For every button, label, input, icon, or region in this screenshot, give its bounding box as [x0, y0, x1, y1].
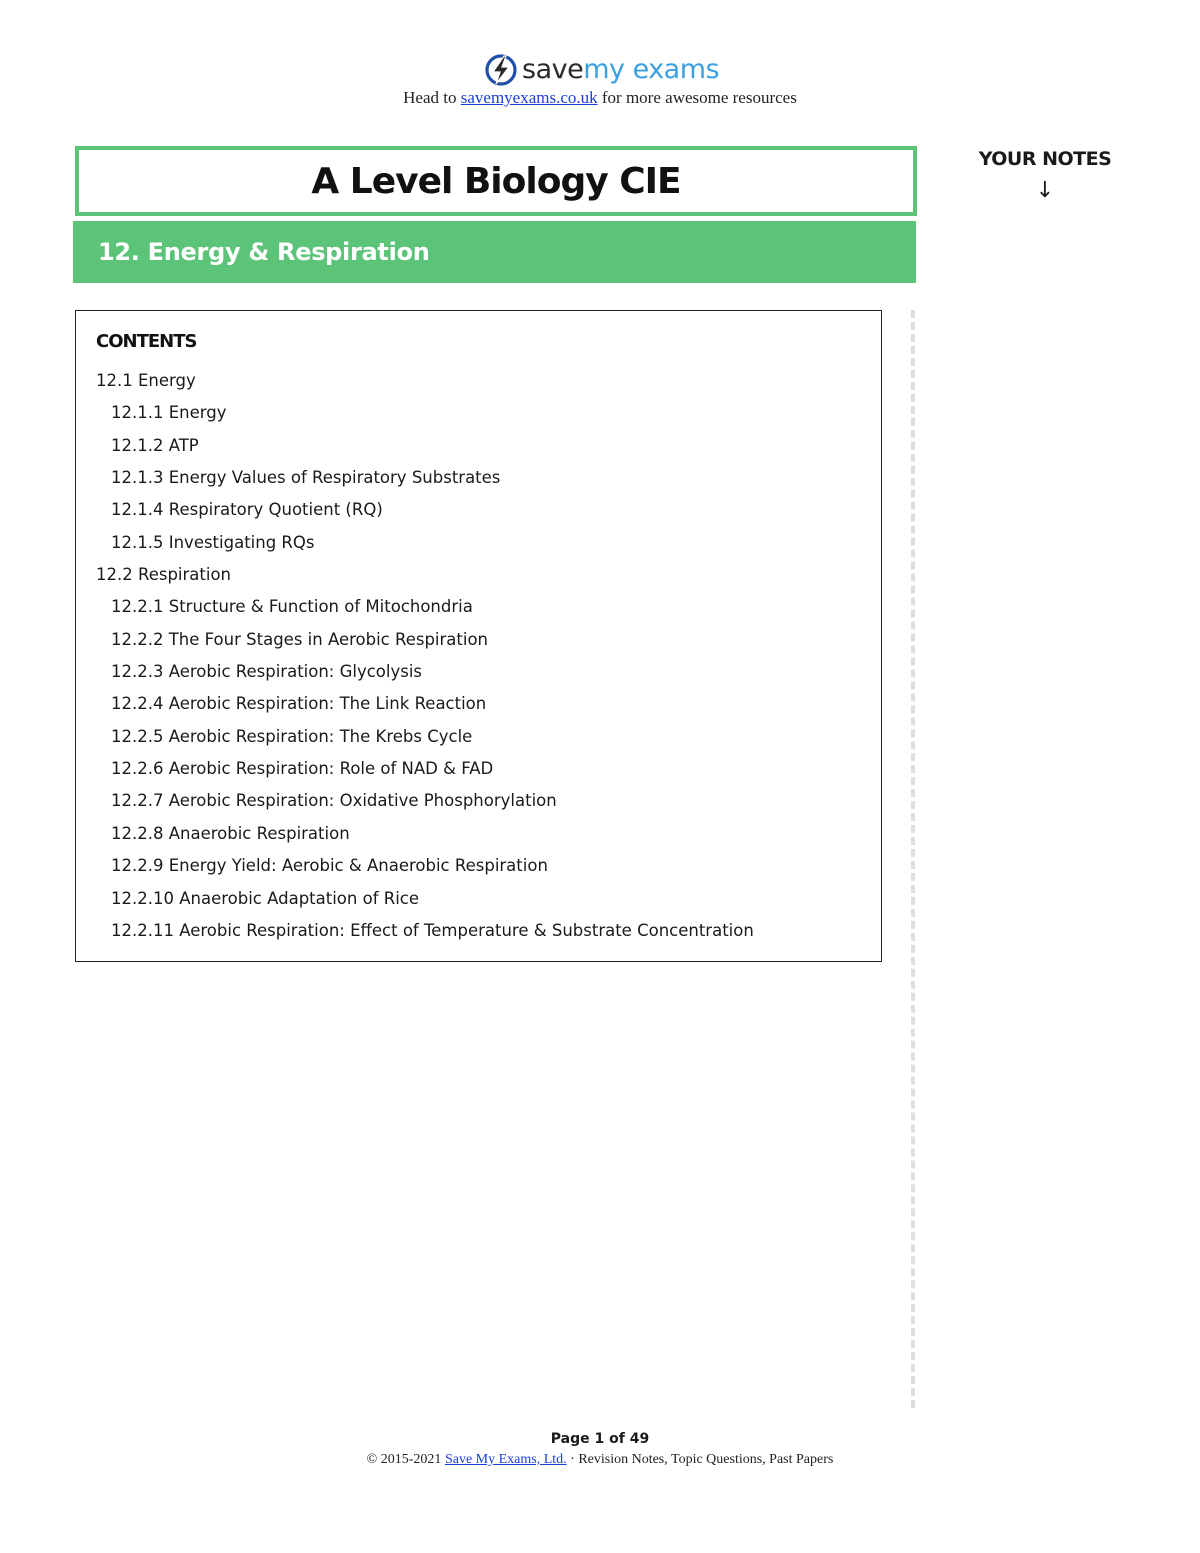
copyright-suffix: · Revision Notes, Topic Questions, Past Papers	[566, 1452, 834, 1467]
toc-subsection-link[interactable]: 12.1.5 Investigating RQs	[111, 532, 315, 552]
toc-subsection-link[interactable]: 12.1.1 Energy	[111, 403, 227, 423]
contents-box	[75, 310, 882, 962]
toc-subsection-link[interactable]: 12.2.6 Aerobic Respiration: Role of NAD & FAD	[111, 759, 494, 779]
contents-heading: CONTENTS	[96, 331, 197, 352]
header-tagline	[0, 88, 1200, 108]
document-title: A Level Biology CIE	[311, 160, 681, 202]
logo-word-save: save	[522, 54, 584, 85]
toc-subsection-link[interactable]: 12.2.3 Aerobic Respiration: Glycolysis	[111, 662, 423, 682]
toc-section-link[interactable]: 12.1 Energy	[96, 371, 196, 390]
toc-subsection-link[interactable]: 12.1.2 ATP	[111, 435, 199, 455]
notes-divider	[911, 310, 915, 1408]
toc-subsection-link[interactable]: 12.2.11 Aerobic Respiration: Effect of Temperature & Substrate Concentration	[111, 920, 754, 940]
toc-subsection-link[interactable]: 12.2.4 Aerobic Respiration: The Link Reaction	[111, 694, 487, 714]
tagline-suffix: for more awesome resources	[597, 88, 797, 107]
your-notes-label: YOUR NOTES	[978, 148, 1112, 170]
toc-subsection-link[interactable]: 12.2.1 Structure & Function of Mitochondria	[111, 597, 473, 617]
copyright-prefix: © 2015-2021	[366, 1452, 445, 1467]
toc-subsection-link[interactable]: 12.2.9 Energy Yield: Aerobic & Anaerobic Respiration	[111, 856, 548, 876]
toc-subsection-link[interactable]: 12.2.10 Anaerobic Adaptation of Rice	[111, 888, 420, 908]
toc-subsection-link[interactable]: 12.2.2 The Four Stages in Aerobic Respiration	[111, 629, 489, 649]
page-number: Page 1 of 49	[550, 1431, 650, 1447]
toc-subsection-link[interactable]: 12.2.8 Anaerobic Respiration	[111, 823, 350, 843]
toc-subsection-link[interactable]: 12.2.5 Aerobic Respiration: The Krebs Cycle	[111, 726, 473, 746]
toc-subsection-link[interactable]: 12.1.4 Respiratory Quotient (RQ)	[111, 500, 383, 520]
savemyexams-link[interactable]: savemyexams.co.uk	[460, 88, 598, 107]
save-my-exams-ltd-link[interactable]: Save My Exams, Ltd.	[444, 1452, 567, 1467]
toc-section-link[interactable]: 12.2 Respiration	[96, 565, 232, 585]
topic-title: 12. Energy & Respiration	[98, 238, 430, 266]
copyright-line	[0, 1452, 1200, 1468]
logo-text	[522, 53, 719, 87]
save-my-exams-logo[interactable]	[484, 52, 719, 88]
document-title-box	[75, 146, 917, 216]
toc-subsection-link[interactable]: 12.1.3 Energy Values of Respiratory Substrates	[111, 468, 501, 488]
logo-word-myexams: my exams	[583, 54, 720, 85]
topic-bar	[73, 221, 916, 283]
tagline-prefix: Head to	[403, 88, 461, 107]
arrow-down-icon: ↓	[1035, 178, 1055, 203]
lightning-bolt-icon	[484, 53, 518, 87]
toc-subsection-link[interactable]: 12.2.7 Aerobic Respiration: Oxidative Phosphorylation	[111, 791, 557, 811]
toc-list	[76, 365, 754, 947]
